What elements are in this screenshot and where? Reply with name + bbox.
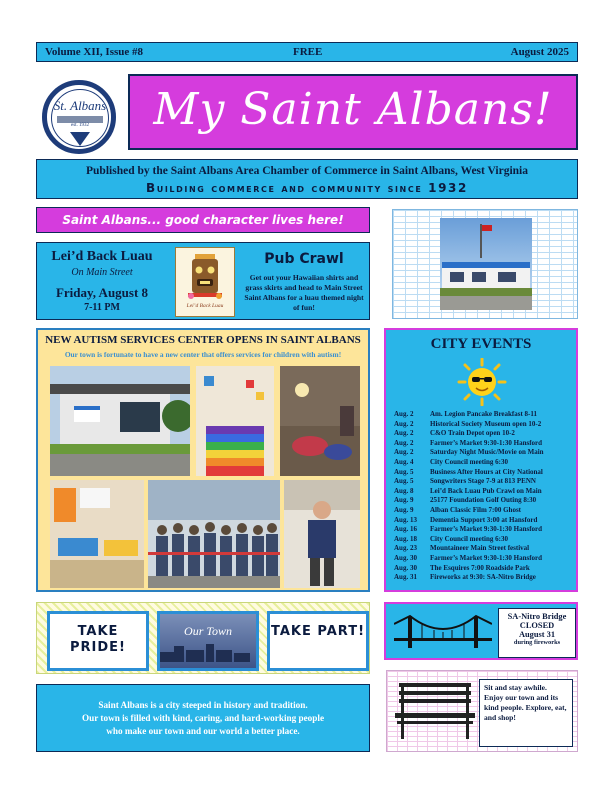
storefront-photo (440, 218, 532, 310)
event-date: Aug. 13 (394, 515, 417, 524)
take-pride-text: TAKE PRIDE! (70, 624, 126, 655)
event-date: Aug. 4 (394, 457, 414, 466)
tiki-logo-image (175, 247, 235, 317)
statement-line: Saint Albans is a city steeped in history and tradition. (98, 700, 308, 710)
event-date: Aug. 5 (394, 477, 414, 486)
take-part-tile (267, 611, 369, 671)
take-pride-tile (47, 611, 149, 671)
center-exterior-photo (50, 366, 190, 476)
seal-inner-ring (51, 89, 109, 147)
suspension-bridge-icon (394, 614, 492, 650)
issue-info-bar (36, 42, 578, 62)
event-date: Aug. 2 (394, 410, 414, 418)
bridge-closure-card (498, 608, 576, 658)
event-row (394, 516, 576, 526)
events-list (394, 410, 576, 583)
newsletter-title: My Saint Albans! (153, 84, 553, 135)
seal-triangle-icon (70, 132, 90, 146)
bridge-note: during fireworks (513, 639, 561, 646)
city-seal-logo (42, 80, 116, 154)
event-date: Aug. 9 (394, 505, 414, 514)
bridge-status: CLOSED (519, 621, 555, 630)
town-statement-box (36, 684, 370, 752)
volume-issue: Volume XII, Issue #8 (45, 46, 144, 58)
masthead (128, 74, 578, 150)
autism-center-article (36, 328, 370, 592)
event-date: Aug. 31 (394, 573, 417, 582)
event-text: City Council meeting 6:30 (430, 534, 508, 543)
event-date: Aug. 2 (394, 419, 414, 428)
building-photo-frame (392, 209, 578, 319)
autism-article-title: NEW AUTISM SERVICES CENTER OPENS IN SAINT ALBANS (45, 334, 361, 346)
event-text: C&O Train Depot open 10-2 (430, 429, 515, 438)
event-row (394, 458, 576, 468)
event-row (394, 535, 576, 545)
event-date: Aug. 30 (394, 563, 417, 572)
event-text: Historical Society Museum open 10-2 (430, 419, 542, 428)
sun-with-sunglasses-icon (456, 358, 508, 406)
event-row (394, 448, 576, 458)
event-date: Aug. 2 (394, 448, 414, 457)
event-date: Aug. 8 (394, 486, 414, 495)
bridge-date: August 31 (518, 630, 556, 639)
park-bench-icon (395, 681, 475, 743)
event-text: 25177 Foundation Golf Outing 8:30 (430, 496, 537, 505)
event-text: Am. Legion Pancake Breakfast 8-11 (430, 410, 538, 418)
event-text: Alban Classic Film 7:00 Ghost (430, 505, 522, 514)
bridge-name: SA-Nitro Bridge (507, 612, 567, 621)
event-date: Aug. 2 (394, 438, 414, 447)
luau-title: Lei’d Back Luau (51, 249, 153, 264)
price-label: FREE (293, 46, 323, 58)
since-line: Building commerce and community since 1932 (146, 181, 468, 195)
event-row (394, 525, 576, 535)
bench-box (386, 670, 578, 752)
seal-year: est. 1932 (70, 123, 90, 128)
event-row (394, 468, 576, 478)
event-row (394, 506, 576, 516)
event-text: Mountaineer Main Street festival (430, 544, 530, 553)
event-text: Business After Hours at City National (430, 467, 543, 476)
event-text: City Council meeting 6:30 (430, 457, 508, 466)
bridge-closure-box (384, 602, 578, 660)
event-row (394, 496, 576, 506)
staff-photo (284, 480, 360, 588)
issue-date: August 2025 (510, 46, 569, 58)
ribbon-cutting-photo (148, 480, 280, 588)
event-text: Farmer’s Market 9:30-1:30 Hansford (430, 553, 543, 562)
luau-street: On Main Street (71, 267, 133, 278)
event-row (394, 429, 576, 439)
event-text: Dementia Support 3:00 at Hansford (430, 515, 538, 524)
event-text: The Esquires 7:00 Roadside Park (430, 563, 530, 572)
event-date: Aug. 30 (394, 553, 417, 562)
event-text: Fireworks at 9:30: SA-Nitro Bridge (430, 573, 536, 582)
playroom-photo (50, 480, 144, 588)
event-row (394, 554, 576, 564)
event-row (394, 439, 576, 449)
publisher-banner (36, 159, 578, 199)
publisher-line: Published by the Saint Albans Area Chamber of Commerce in Saint Albans, West Virginia (86, 165, 528, 177)
take-part-text: TAKE PART! (270, 624, 366, 639)
event-text: Farmer’s Market 9:30-1:30 Hansford (430, 525, 543, 534)
event-date: Aug. 5 (394, 467, 414, 476)
event-row (394, 477, 576, 487)
tiki-logo-text: Lei’d Back Luau (186, 303, 224, 309)
event-text: Farmer’s Market 9:30-1:30 Hansford (430, 438, 543, 447)
pub-crawl-body: Get out your Hawaiian shirts and grass skirts and head to Main Street Saint Albans for a luau themed night of fun! (244, 273, 364, 312)
event-date: Aug. 16 (394, 525, 417, 534)
luau-pub-crawl-box (36, 242, 370, 320)
our-town-text: Our Town (184, 624, 232, 638)
tagline-banner (36, 207, 370, 233)
statement-line: who make our town and our world a better place. (106, 726, 300, 736)
event-row (394, 487, 576, 497)
event-date: Aug. 2 (394, 429, 414, 438)
autism-article-subtitle: Our town is fortunate to have a new center that offers services for children with autism! (64, 350, 342, 359)
luau-time: 7-11 PM (84, 302, 120, 313)
tagline-text: Saint Albans... good character lives here! (62, 213, 344, 227)
event-row (394, 420, 576, 430)
event-row (394, 410, 576, 420)
take-pride-banner (36, 602, 370, 674)
seal-city-name: St. Albans (53, 98, 107, 113)
event-text: Songwriters Stage 7-9 at 813 PENN (430, 477, 536, 486)
city-events-title: CITY EVENTS (430, 336, 532, 352)
bench-message: Sit and stay awhile. Enjoy our town and its kind people. Explore, eat, and shop! (479, 679, 573, 747)
statement-line: Our town is filled with kind, caring, and hard-working people (81, 713, 325, 723)
rainbow-stairs-photo (196, 366, 274, 476)
pub-crawl-title: Pub Crawl (264, 251, 344, 267)
city-events-panel (384, 328, 578, 592)
event-row (394, 544, 576, 554)
event-text: Lei’d Back Luau Pub Crawl on Main (430, 486, 542, 495)
event-text: Saturday Night Music/Movie on Main (430, 448, 544, 457)
event-date: Aug. 23 (394, 544, 417, 553)
event-date: Aug. 18 (394, 534, 417, 543)
event-row (394, 564, 576, 574)
event-date: Aug. 9 (394, 496, 414, 505)
seal-band (57, 116, 103, 123)
event-row (394, 573, 576, 583)
luau-date: Friday, August 8 (55, 285, 149, 300)
town-skyline-icon (160, 644, 250, 662)
sensory-room-photo (280, 366, 360, 476)
our-town-image (157, 611, 259, 671)
